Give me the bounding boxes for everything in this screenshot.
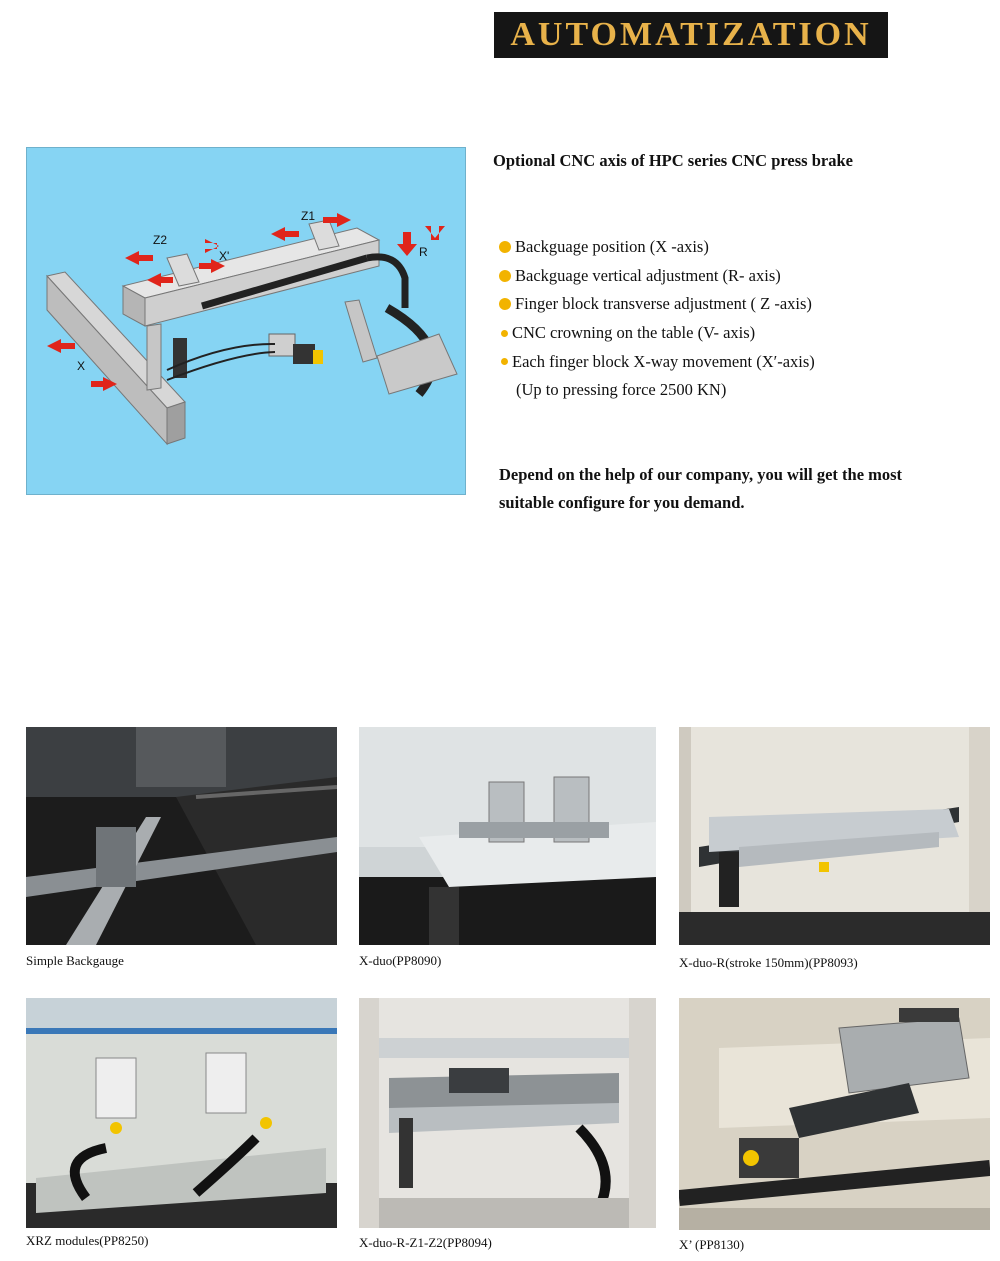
photo-simple-backgauge bbox=[26, 727, 337, 945]
z2-label: Z2 bbox=[153, 233, 168, 247]
feature-item: CNC crowning on the table (V- axis) bbox=[499, 319, 815, 348]
feature-item: Backguage position (X -axis) bbox=[499, 233, 815, 262]
caption-x-duo-r: X-duo-R(stroke 150mm)(PP8093) bbox=[679, 955, 858, 970]
photo-x-prime bbox=[679, 998, 990, 1230]
photo-xrz-modules bbox=[26, 998, 337, 1228]
feature-item: Finger block transverse adjustment ( Z -axis) bbox=[499, 290, 815, 319]
caption-x-duo: X-duo(PP8090) bbox=[359, 953, 442, 968]
backgauge-illustration bbox=[27, 148, 467, 496]
x-prime-label: X' bbox=[219, 249, 230, 263]
caption-xrz-modules: XRZ modules(PP8250) bbox=[26, 1233, 149, 1248]
z1-label: Z1 bbox=[301, 209, 316, 223]
section-heading: Optional CNC axis of HPC series CNC press brake bbox=[493, 151, 853, 170]
bullet-icon bbox=[501, 330, 508, 337]
photo-x-duo-r bbox=[679, 727, 990, 945]
cnc-axis-diagram bbox=[26, 147, 466, 495]
feature-item: Backguage vertical adjustment (R- axis) bbox=[499, 262, 815, 291]
photo-x-duo bbox=[359, 727, 656, 945]
bullet-icon bbox=[501, 358, 508, 365]
x-label: X bbox=[77, 359, 86, 373]
bullet-icon bbox=[499, 298, 511, 310]
bullet-icon bbox=[499, 241, 511, 253]
closing-statement: Depend on the help of our company, you will get the most suitable configure for you demand. bbox=[499, 465, 903, 512]
feature-list bbox=[499, 233, 815, 405]
photo-x-duo-r-z1-z2 bbox=[359, 998, 656, 1228]
pressing-force-note: (Up to pressing force 2500 KN) bbox=[516, 380, 727, 400]
page-banner-title: AUTOMATIZATION bbox=[494, 12, 888, 58]
caption-x-duo-r-z1-z2: X-duo-R-Z1-Z2(PP8094) bbox=[359, 1235, 492, 1250]
feature-item: Each finger block X-way movement (X′-axis) bbox=[499, 347, 815, 376]
caption-x-prime: X’ (PP8130) bbox=[679, 1237, 745, 1252]
r-label: R bbox=[419, 245, 428, 259]
bullet-icon bbox=[499, 270, 511, 282]
caption-simple-backgauge: Simple Backgauge bbox=[26, 953, 124, 968]
